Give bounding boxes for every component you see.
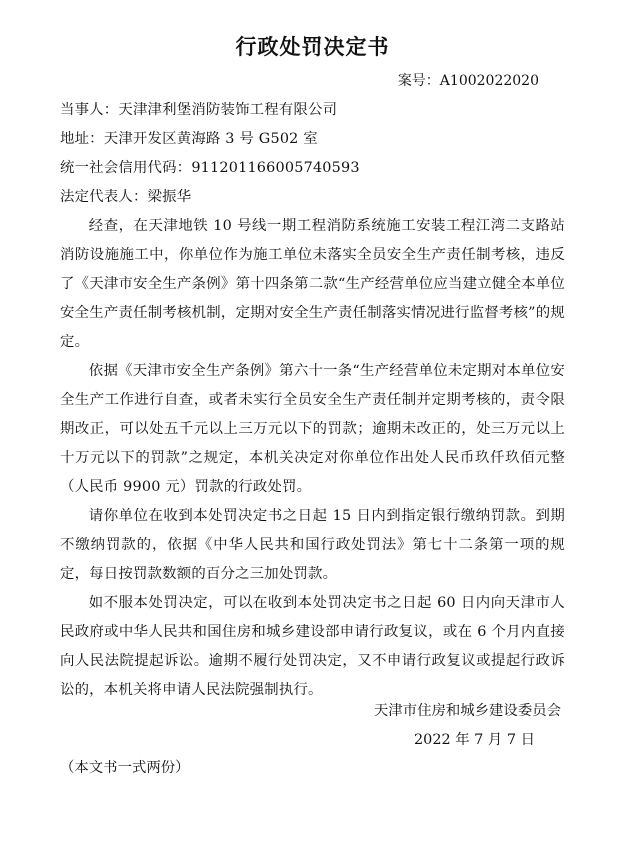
- document-title: 行政处罚决定书: [235, 35, 390, 59]
- copies-note: （本文书一式两份）: [60, 760, 190, 776]
- case-number: 案号：A1002022020: [397, 73, 539, 89]
- document-body: [60, 96, 565, 705]
- address-line: 地址：天津开发区黄海路 3 号 G502 室: [60, 131, 318, 147]
- paragraph-appeal: 如不服本处罚决定，可以在收到本处罚决定书之日起 60 日内向天津市人民政府或中华人民共和国住房和城乡建设部申请行政复议，或在 6 个月内直接向人民法院提起诉讼。逾期不履行处罚决定，又不申请行政复议或提起行政诉讼的，本机关将申请人民法院强制执行。: [60, 595, 565, 698]
- legal-rep-line: 法定代表人：梁振华: [60, 189, 192, 205]
- paragraph-penalty-basis: 依据《天津市安全生产条例》第六十一条“生产经营单位未定期对本单位安全生产工作进行自查，或者未实行全员安全生产责任制并定期考核的，责令限期改正，可以处五千元以上三万元以下的罚款；逾期未改正的，处三万元以上十万元以下的罚款”之规定，本机关决定对你单位作出处人民币玖仟玖佰元整（人民币 9900 元）罚款的行政处罚。: [60, 363, 565, 495]
- issuer-name: 天津市住房和城乡建设委员会: [373, 703, 561, 719]
- issue-date: 2022 年 7 月 7 日: [414, 732, 535, 748]
- party-line: 当事人：天津津利堡消防装饰工程有限公司: [60, 102, 338, 118]
- credit-code-line: 统一社会信用代码：911201166005740593: [60, 160, 360, 176]
- paragraph-findings: 经查，在天津地铁 10 号线一期工程消防系统施工安装工程江湾二支路站消防设施施工中，你单位作为施工单位未落实全员安全生产责任制考核，违反了《天津市安全生产条例》第十四条第二款“生产经营单位应当建立健全本单位安全生产责任制考核机制，定期对安全生产责任制落实情况进行监督考核”的规定。: [60, 218, 565, 350]
- paragraph-payment: 请你单位在收到本处罚决定书之日起 15 日内到指定银行缴纳罚款。到期不缴纳罚款的，依据《中华人民共和国行政处罚法》第七十二条第一项的规定，每日按罚款数额的百分之三加处罚款。: [60, 508, 565, 582]
